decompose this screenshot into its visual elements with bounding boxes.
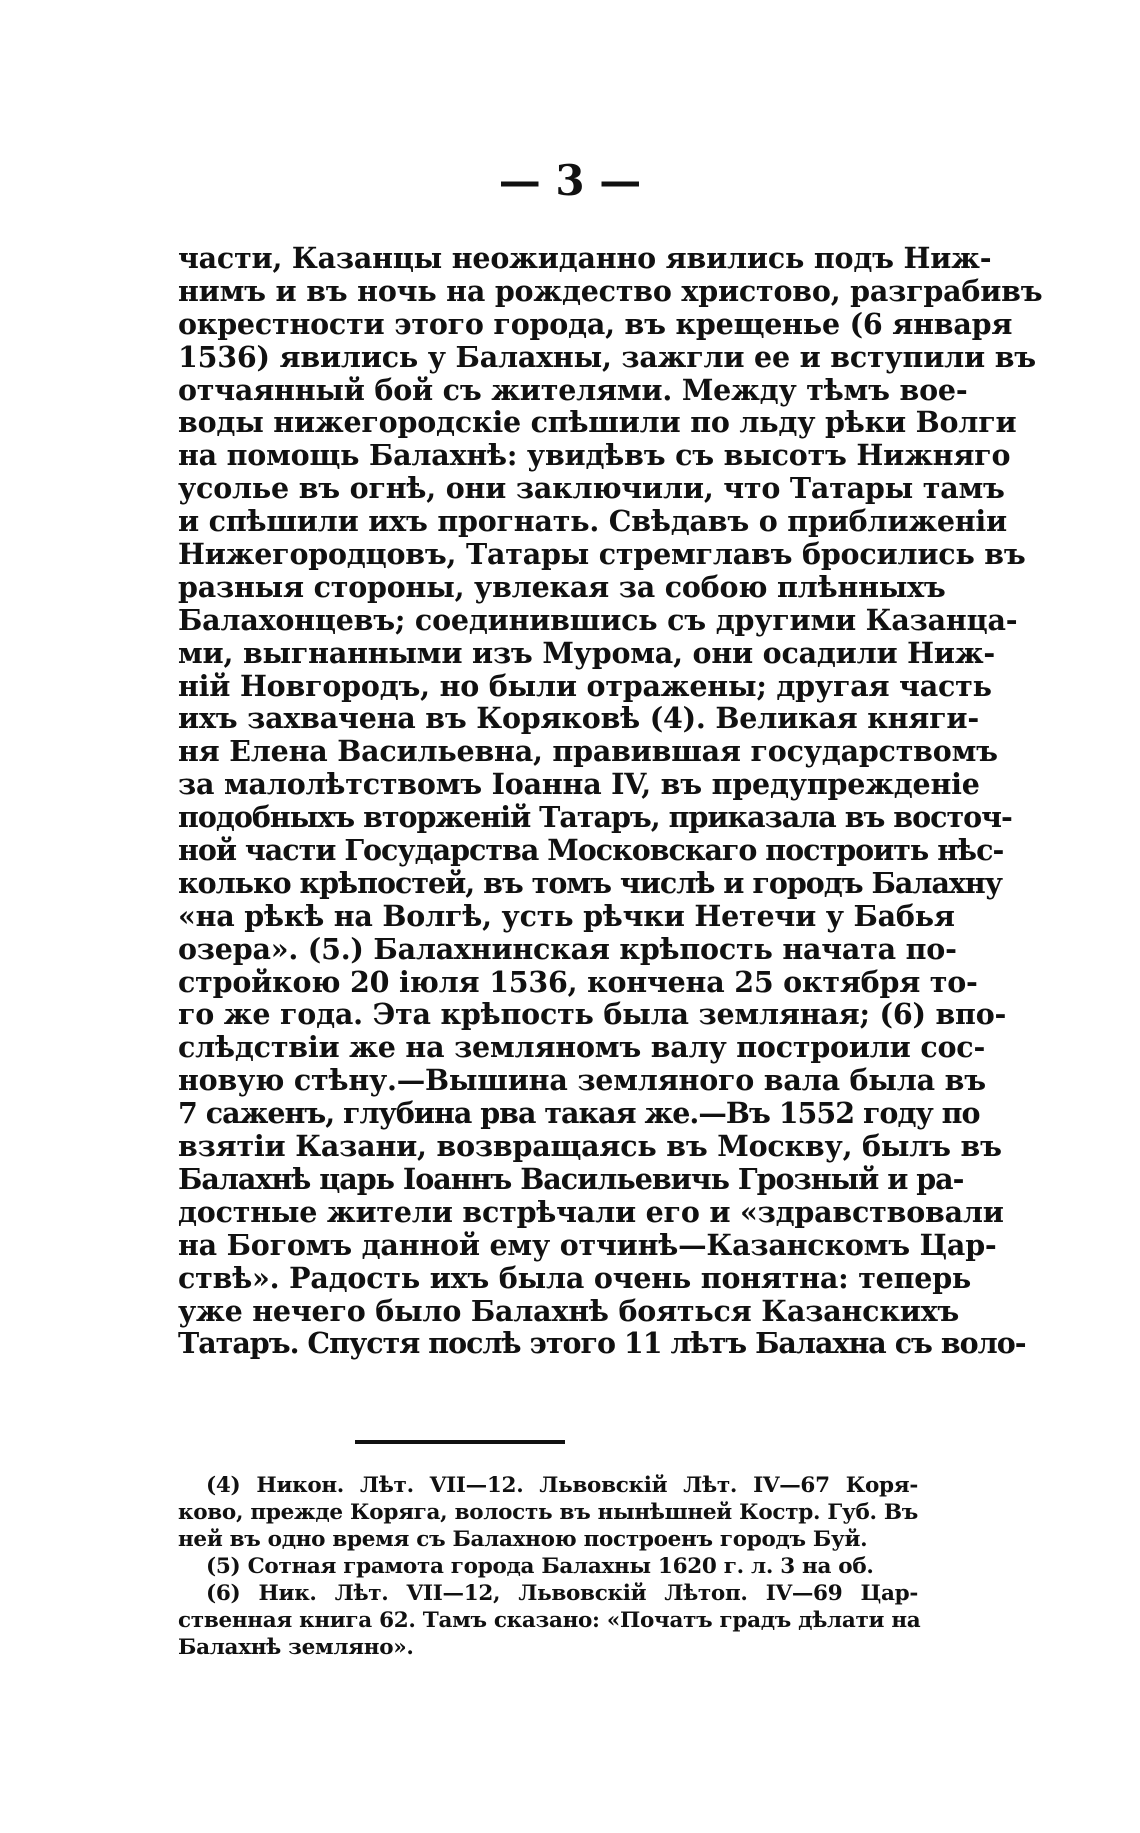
- text-line: 7 саженъ, глубина рва такая же.—Въ 1552 году по: [178, 1096, 980, 1131]
- text-line: подобныхъ вторженій Татаръ, приказала въ восточ-: [178, 800, 1012, 835]
- text-line: достные жители встрѣчали его и «здравствовали: [178, 1194, 1004, 1229]
- text-line: взятіи Казани, возвращаясь въ Москву, былъ въ: [178, 1129, 1002, 1164]
- footnote-divider: [355, 1440, 565, 1444]
- text-line: усолье въ огнѣ, они заключили, что Татары тамъ: [178, 471, 1005, 506]
- text-line: за малолѣтствомъ Іоанна IV, въ предупрежденіе: [178, 767, 980, 802]
- text-line: озера». (5.) Балахнинская крѣпость начата по-: [178, 931, 957, 966]
- text-line: ной части Государства Московскаго построить нѣс-: [178, 833, 1004, 868]
- text-line: отчаянный бой съ жителями. Между тѣмъ вое-: [178, 372, 968, 407]
- text-line: на помощь Балахнѣ: увидѣвъ съ высотъ Нижняго: [178, 438, 1011, 473]
- text-line: новую стѣну.—Вышина земляного вала была въ: [178, 1063, 986, 1098]
- footnote-line: (6) Ник. Лѣт. VII—12, Львовскій Лѣтоп. IV—69 Цар-: [206, 1581, 918, 1606]
- text-line: стройкою 20 іюля 1536, кончена 25 октября то-: [178, 964, 978, 999]
- text-line: слѣдствіи же на земляномъ валу построили сос-: [178, 1030, 986, 1065]
- text-line: ня Елена Васильевна, правившая государствомъ: [178, 734, 998, 769]
- text-line: ній Новгородъ, но были отражены; другая часть: [178, 668, 992, 703]
- footnotes: [178, 1472, 921, 1661]
- text-line: и спѣшили ихъ прогнать. Свѣдавъ о приближеніи: [178, 504, 1007, 539]
- page-number: — 3 —: [498, 156, 642, 205]
- text-line: Нижегородцовъ, Татары стремглавъ бросились въ: [178, 537, 1026, 572]
- text-line: ми, выгнанными изъ Мурома, они осадили Ниж-: [178, 635, 996, 670]
- text-line: Балахнѣ царь Іоаннъ Васильевичь Грозный и ра-: [178, 1161, 964, 1196]
- footnote-line: (4) Никон. Лѣт. VII—12. Львовскій Лѣт. IV—67 Коря-: [206, 1473, 918, 1498]
- text-line: уже нечего было Балахнѣ бояться Казанскихъ: [178, 1293, 960, 1328]
- text-line: на Богомъ данной ему отчинѣ—Казанскомъ Цар-: [178, 1227, 997, 1262]
- footnote-line: ней въ одно время съ Балахною построенъ городъ Буй.: [178, 1527, 868, 1552]
- text-line: колько крѣпостей, въ томъ числѣ и городъ Балахну: [178, 865, 1003, 900]
- footnote-line: ственная книга 62. Тамъ сказано: «Початъ градъ дѣлати на: [178, 1608, 921, 1633]
- footnote-line: (5) Сотная грамота города Балахны 1620 г. л. 3 на об.: [206, 1554, 874, 1579]
- text-line: окрестности этого города, въ крещенье (6 января: [178, 306, 1013, 341]
- footnote-line: Балахнѣ земляно».: [178, 1635, 414, 1660]
- text-line: го же года. Эта крѣпость была земляная; (6) впо-: [178, 997, 1007, 1032]
- body-paragraph: [178, 241, 1043, 1361]
- text-line: Балахонцевъ; соединившись съ другими Казанца-: [178, 602, 1018, 637]
- text-line: воды нижегородскіе спѣшили по льду рѣки Волги: [178, 405, 1017, 440]
- text-line: ствѣ». Радость ихъ была очень понятна: теперь: [178, 1260, 972, 1295]
- text-line: «на рѣкѣ на Волгѣ, усть рѣчки Нетечи у Бабья: [178, 898, 955, 933]
- text-line: ихъ захвачена въ Коряковѣ (4). Великая княги-: [178, 701, 979, 736]
- text-line: Татаръ. Спустя послѣ этого 11 лѣтъ Балахна съ воло-: [178, 1326, 1026, 1361]
- text-line: части, Казанцы неожиданно явились подъ Ниж-: [178, 241, 992, 275]
- text-line: 1536) явились у Балахны, зажгли ее и вступили въ: [178, 339, 1036, 374]
- text-line: разныя стороны, увлекая за собою плѣнныхъ: [178, 569, 946, 604]
- footnote-line: ково, прежде Коряга, волость въ нынѣшней Костр. Губ. Въ: [178, 1500, 918, 1525]
- text-line: нимъ и въ ночь на рождество христово, разграбивъ: [178, 273, 1043, 308]
